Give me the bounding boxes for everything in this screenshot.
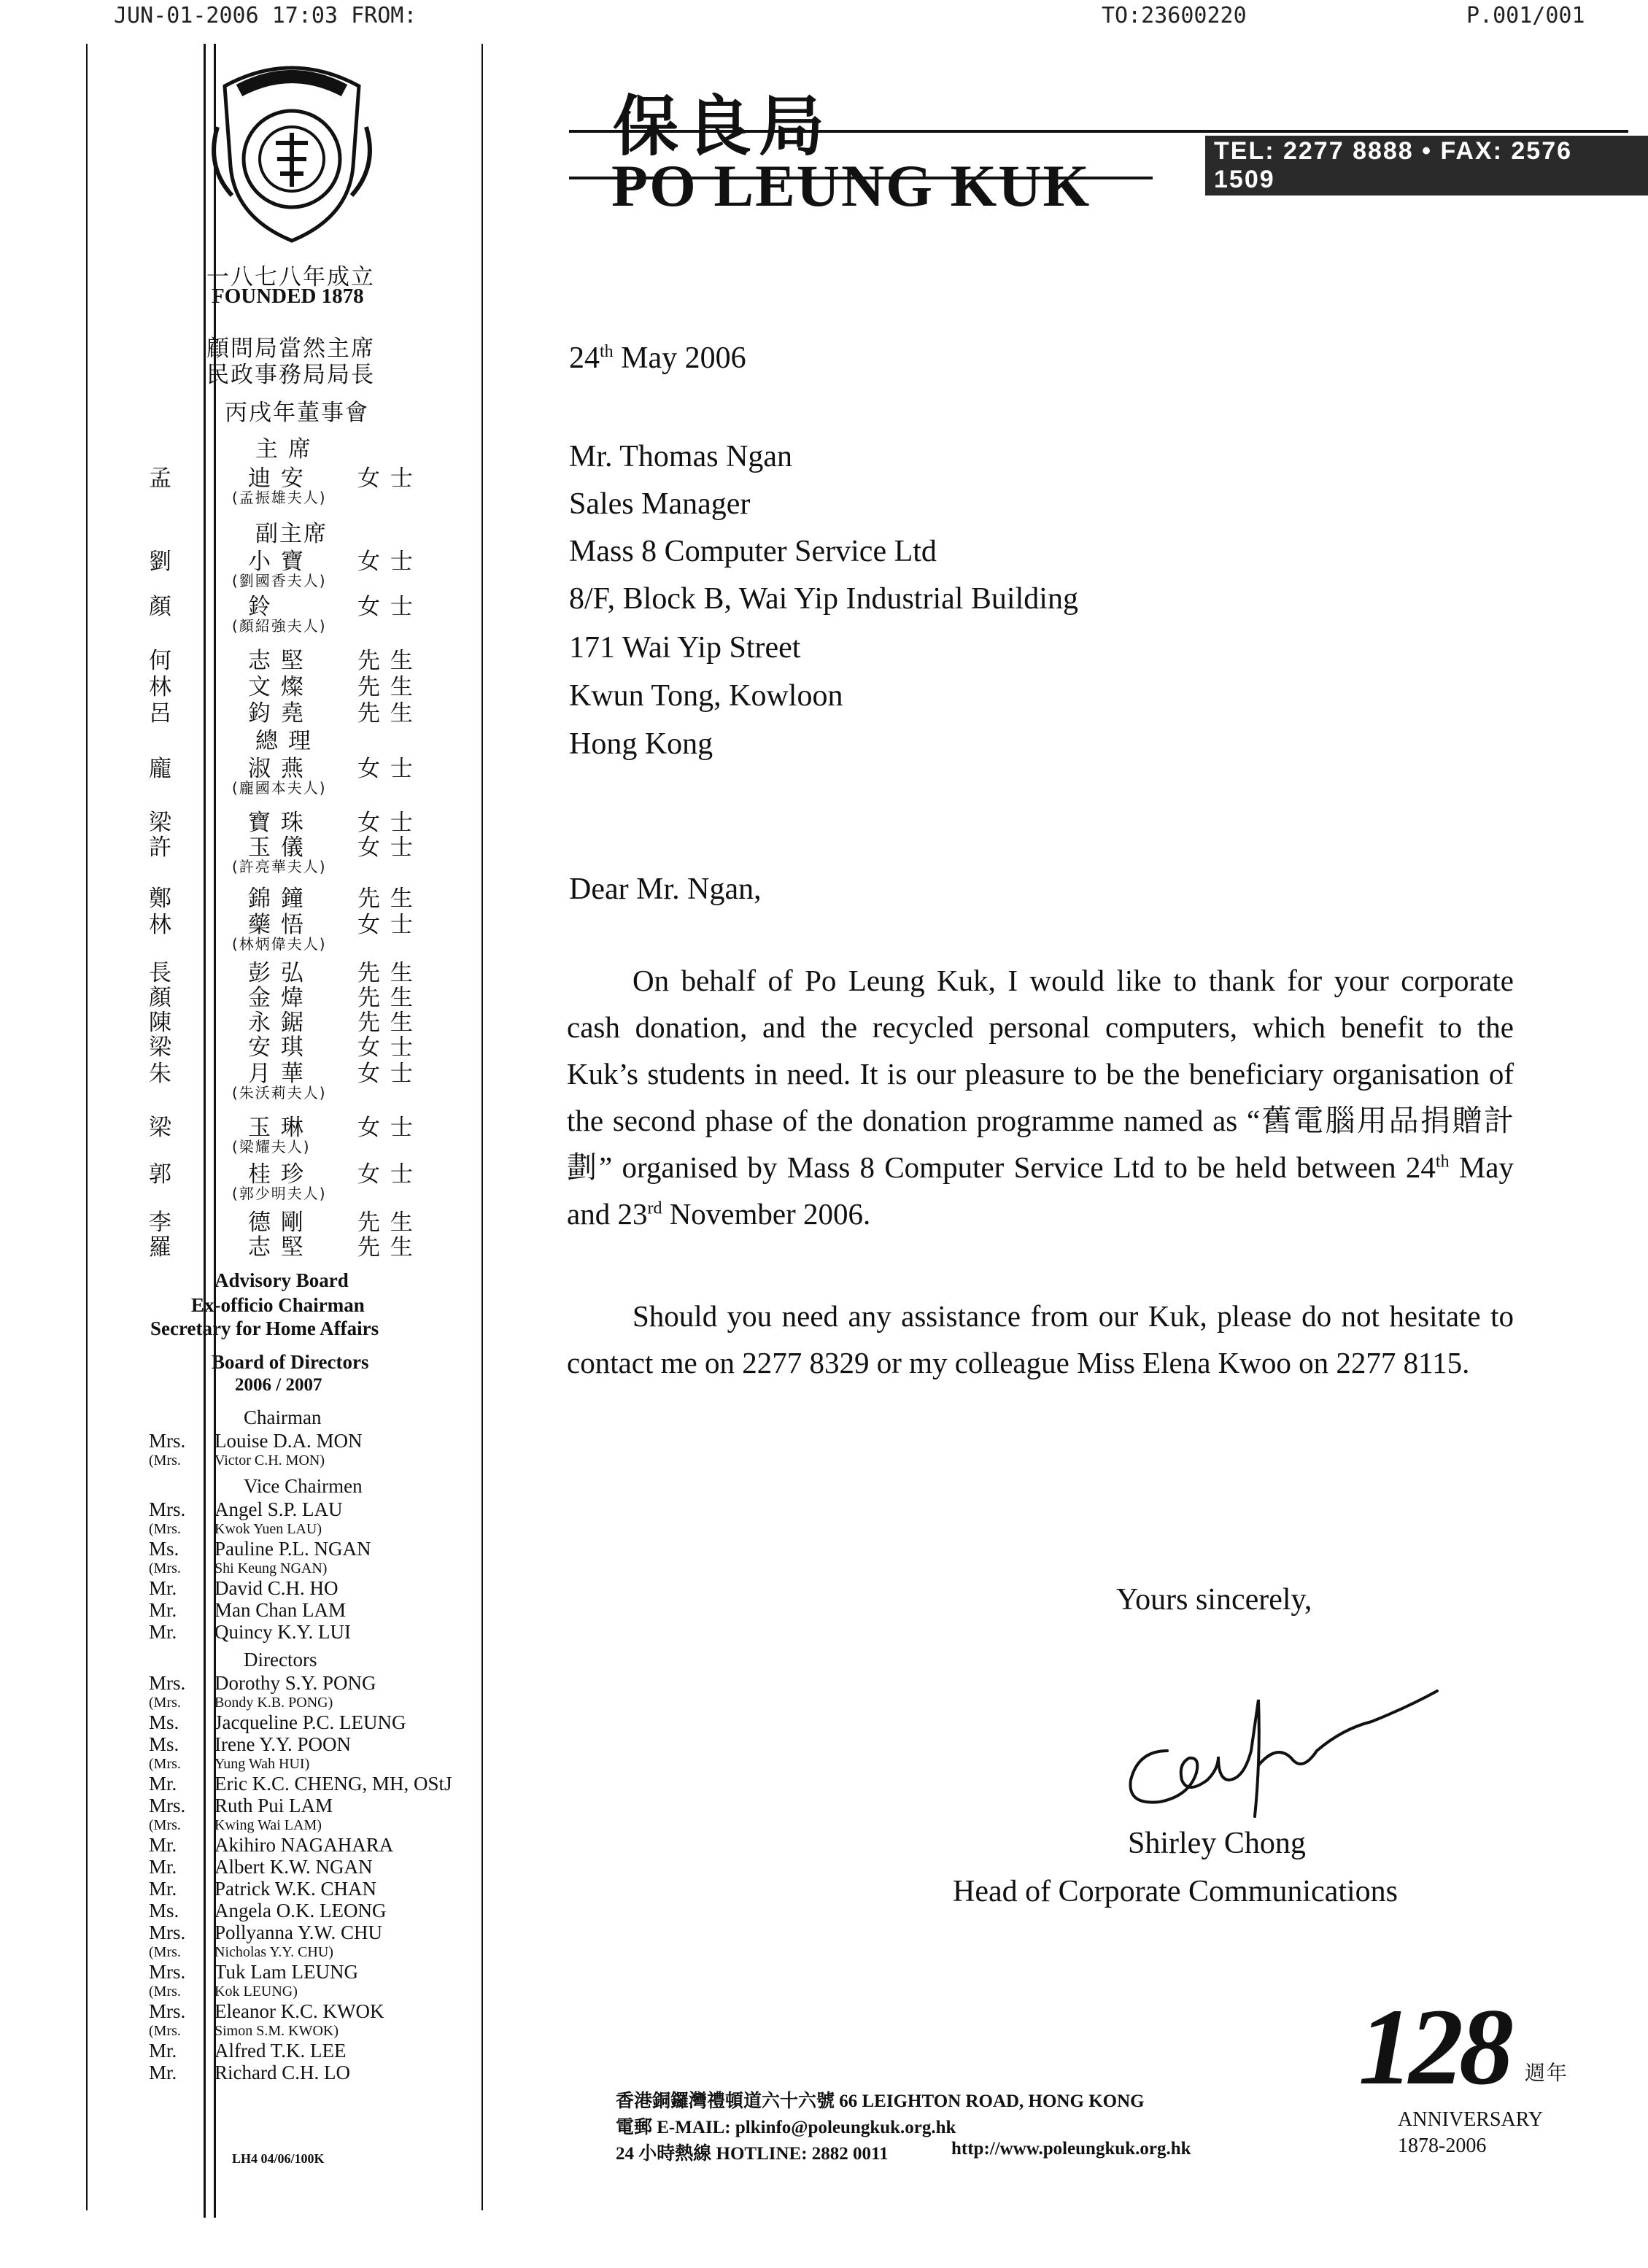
footer-website[interactable]: http://www.poleungkuk.org.hk	[951, 2139, 1191, 2159]
cn-director-name: 鈴	[248, 594, 272, 620]
ex-officio-secretary: Secretary for Home Affairs	[150, 1317, 379, 1339]
cn-director-name: 藥 悟	[248, 912, 305, 938]
cn-director-name: 玉 儀	[248, 835, 305, 861]
cn-director-name: 錦 鐘	[248, 886, 305, 912]
footer-hotline: 24 小時熱線 HOTLINE: 2882 0011	[616, 2144, 889, 2164]
en-member-name: Victor C.H. MON)	[214, 1452, 325, 1468]
en-member-name: Richard C.H. LO	[214, 2062, 350, 2083]
cn-director-surname: 長	[149, 960, 173, 986]
recipient-line: Hong Kong	[569, 727, 713, 761]
en-member-name: Man Chan LAM	[214, 1599, 346, 1621]
en-member-name: Shi Keung NGAN)	[214, 1560, 328, 1576]
en-member-name: Tuk Lam LEUNG	[214, 1961, 359, 1983]
signer-name: Shirley Chong	[1128, 1827, 1306, 1860]
cn-director-note: (朱沃莉夫人)	[232, 1084, 327, 1102]
footer-email: 電郵 E-MAIL: plkinfo@poleungkuk.org.hk	[616, 2118, 956, 2137]
en-member-prefix: (Mrs.	[149, 1521, 181, 1537]
anniversary-number: 128	[1358, 1986, 1509, 2108]
en-member-prefix: (Mrs.	[149, 1983, 181, 2000]
letterhead-contact-strip: TEL: 2277 8888 • FAX: 2576 1509	[1205, 136, 1648, 196]
en-member-prefix: Ms.	[149, 1711, 179, 1733]
en-member-prefix: Mrs.	[149, 1961, 186, 1983]
en-member-name: Albert K.W. NGAN	[214, 1856, 373, 1878]
cn-director-note: (顏紹強夫人)	[232, 617, 327, 635]
en-member-prefix: Mrs.	[149, 2000, 186, 2022]
cn-director-title: 女 士	[357, 1034, 414, 1061]
en-member-prefix: (Mrs.	[149, 1944, 181, 1960]
cn-director-name: 志 堅	[248, 648, 305, 674]
en-member-name: Louise D.A. MON	[214, 1430, 363, 1452]
en-member-prefix: Mr.	[149, 1878, 177, 1900]
body-paragraph-2: Should you need any assistance from our Kuk, please do not hesitate to contact me on 2277 8329 or my colleague Miss Elena Kwoo on 2277 8115.	[567, 1299, 1514, 1379]
en-member-name: Jacqueline P.C. LEUNG	[214, 1711, 406, 1733]
en-member-prefix: (Mrs.	[149, 2023, 181, 2039]
en-member-prefix: Ms.	[149, 1538, 179, 1560]
cn-director-title: 先 生	[357, 648, 414, 674]
cn-director-surname: 梁	[149, 1115, 173, 1141]
cn-director-surname: 陳	[149, 1010, 173, 1036]
en-member-name: Irene Y.Y. POON	[214, 1733, 351, 1755]
cn-director-note: (許亮華夫人)	[232, 858, 327, 875]
en-member-prefix: Mrs.	[149, 1430, 186, 1452]
advisor-cn-2: 民政事務局局長	[206, 362, 375, 388]
cn-director-title: 先 生	[357, 886, 414, 912]
cn-director-note: (劉國香夫人)	[232, 572, 327, 589]
cn-director-title: 先 生	[357, 960, 414, 986]
form-code: LH4 04/06/100K	[232, 2151, 325, 2166]
en-member-prefix: (Mrs.	[149, 1560, 181, 1576]
sidebar-divider-line	[204, 44, 206, 2218]
cn-director-name: 桂 珍	[248, 1161, 305, 1188]
cn-director-title: 女 士	[357, 835, 414, 861]
letter-date: 24th May 2006	[569, 341, 746, 375]
en-member-prefix: Mr.	[149, 1599, 177, 1621]
cn-director-title: 女 士	[357, 465, 414, 492]
signer-title: Head of Corporate Communications	[953, 1875, 1399, 1908]
en-member-name: Bondy K.B. PONG)	[214, 1695, 333, 1711]
role-vice-chairman-cn: 副主席	[255, 521, 328, 547]
board-year: 2006 / 2007	[235, 1375, 322, 1395]
en-member-prefix: (Mrs.	[149, 1452, 181, 1468]
cn-director-note: (林炳偉夫人)	[232, 935, 327, 953]
letterhead-chinese-name: 保良局	[613, 88, 832, 165]
en-member-prefix: Mrs.	[149, 1921, 186, 1943]
cn-director-surname: 梁	[149, 810, 173, 836]
body-paragraph-1: On behalf of Po Leung Kuk, I would like to thank for your corporate cash donation, and the recycled personal computers, which benefit to the Kuk’s students in need. It is our pleasure to be the beneficiary organisation of the second phase of the donation programme named as “舊電腦用品捐贈計劃” organised by Mass 8 Computer Service Ltd to be held between 24th May and 23rd November 2006.	[567, 964, 1514, 1231]
en-member-prefix: (Mrs.	[149, 1695, 181, 1711]
cn-director-name: 鈞 堯	[248, 700, 305, 727]
cn-director-surname: 李	[149, 1210, 173, 1236]
cn-director-name: 安 琪	[248, 1034, 305, 1061]
en-member-name: Kok LEUNG)	[214, 1983, 298, 2000]
en-member-name: Akihiro NAGAHARA	[214, 1834, 394, 1856]
cn-director-surname: 孟	[149, 465, 173, 492]
en-member-name: Angel S.P. LAU	[214, 1498, 343, 1520]
en-member-name: David C.H. HO	[214, 1577, 339, 1599]
en-member-prefix: Mr.	[149, 2062, 177, 2083]
cn-director-title: 先 生	[357, 1210, 414, 1236]
cn-director-title: 女 士	[357, 810, 414, 836]
en-member-prefix: Ms.	[149, 1733, 179, 1755]
cn-director-surname: 劉	[149, 549, 173, 575]
en-member-prefix: Mrs.	[149, 1672, 186, 1694]
cn-director-title: 先 生	[357, 985, 414, 1011]
cn-director-name: 志 堅	[248, 1234, 305, 1261]
cn-director-title: 先 生	[357, 700, 414, 727]
en-member-name: Ruth Pui LAM	[214, 1795, 333, 1816]
en-section-heading: Vice Chairmen	[244, 1475, 363, 1497]
cn-director-note: (郭少明夫人)	[232, 1185, 327, 1202]
cn-director-name: 彭 弘	[248, 960, 305, 986]
en-member-name: Dorothy S.Y. PONG	[214, 1672, 376, 1694]
board-cn: 丙戌年董事會	[225, 400, 369, 426]
cn-director-surname: 鄭	[149, 886, 173, 912]
cn-director-surname: 郭	[149, 1161, 173, 1188]
cn-director-name: 文 燦	[248, 674, 305, 700]
cn-director-surname: 龐	[149, 756, 173, 782]
board-of-directors-heading: Board of Directors	[212, 1351, 369, 1373]
cn-director-title: 女 士	[357, 912, 414, 938]
founded-en: FOUNDED 1878	[212, 285, 364, 308]
cn-director-title: 女 士	[357, 1161, 414, 1188]
en-section-heading: Chairman	[244, 1406, 322, 1428]
en-member-name: Simon S.M. KWOK)	[214, 2023, 339, 2039]
signature-icon	[1109, 1671, 1444, 1831]
cn-director-title: 女 士	[357, 1061, 414, 1087]
recipient-line: Mass 8 Computer Service Ltd	[569, 535, 937, 568]
cn-director-name: 淑 燕	[248, 756, 305, 782]
cn-director-title: 先 生	[357, 1010, 414, 1036]
cn-director-note: (龐國本夫人)	[232, 779, 327, 797]
cn-director-surname: 林	[149, 674, 173, 700]
cn-director-title: 先 生	[357, 1234, 414, 1261]
fax-header-page: P.001/001	[1466, 3, 1585, 28]
cn-director-note: (梁耀夫人)	[232, 1138, 311, 1156]
cn-director-name: 金 煒	[248, 985, 305, 1011]
sidebar-right-line	[481, 44, 483, 2210]
left-border-line	[86, 44, 88, 2210]
recipient-line: 8/F, Block B, Wai Yip Industrial Building	[569, 582, 1078, 616]
en-member-prefix: Mrs.	[149, 1795, 186, 1816]
cn-director-title: 女 士	[357, 594, 414, 620]
footer-address: 香港銅鑼灣禮頓道六十六號 66 LEIGHTON ROAD, HONG KONG	[616, 2091, 1145, 2111]
cn-director-surname: 呂	[149, 700, 173, 727]
ex-officio-chairman: Ex-officio Chairman	[191, 1294, 365, 1316]
en-member-name: Alfred T.K. LEE	[214, 2040, 347, 2062]
en-member-prefix: Mr.	[149, 1577, 177, 1599]
en-member-name: Quincy K.Y. LUI	[214, 1621, 351, 1643]
en-member-name: Kwok Yuen LAU)	[214, 1521, 322, 1537]
role-director-cn: 總 理	[255, 728, 312, 754]
cn-director-name: 迪 安	[248, 465, 305, 492]
en-member-name: Eleanor K.C. KWOK	[214, 2000, 384, 2022]
en-member-name: Patrick W.K. CHAN	[214, 1878, 376, 1900]
en-member-prefix: Mr.	[149, 1834, 177, 1856]
cn-director-title: 女 士	[357, 1115, 414, 1141]
cn-director-surname: 梁	[149, 1034, 173, 1061]
letterhead-english-name: PO LEUNG KUK	[611, 152, 1091, 219]
cn-director-name: 月 華	[248, 1061, 305, 1087]
en-member-prefix: Ms.	[149, 1900, 179, 1921]
po-leung-kuk-crest-icon	[210, 57, 374, 247]
cn-director-name: 永 鋸	[248, 1010, 305, 1036]
fax-header-recipient: TO:23600220	[1102, 3, 1247, 28]
recipient-line: Kwun Tong, Kowloon	[569, 679, 843, 713]
cn-director-name: 德 剛	[248, 1210, 305, 1236]
founded-cn: 一八七八年成立	[206, 264, 375, 290]
role-chairman-cn: 主 席	[255, 436, 312, 462]
en-member-prefix: Mr.	[149, 1856, 177, 1878]
cn-director-name: 寶 珠	[248, 810, 305, 836]
anniversary-years: 1878-2006	[1398, 2135, 1487, 2157]
en-member-prefix: (Mrs.	[149, 1756, 181, 1772]
cn-director-surname: 顏	[149, 594, 173, 620]
recipient-line: Mr. Thomas Ngan	[569, 440, 793, 473]
fax-header-left: JUN-01-2006 17:03 FROM:	[114, 3, 417, 28]
cn-director-name: 小 寶	[248, 549, 305, 575]
en-member-name: Nicholas Y.Y. CHU)	[214, 1944, 333, 1960]
en-member-name: Yung Wah HUI)	[214, 1756, 310, 1772]
cn-director-title: 女 士	[357, 549, 414, 575]
salutation: Dear Mr. Ngan,	[569, 872, 762, 906]
en-member-name: Kwing Wai LAM)	[214, 1817, 322, 1833]
en-member-name: Pollyanna Y.W. CHU	[214, 1921, 383, 1943]
en-member-prefix: Mrs.	[149, 1498, 186, 1520]
recipient-line: 171 Wai Yip Street	[569, 631, 801, 665]
anniversary-cn: 週年	[1525, 2061, 1569, 2085]
en-member-prefix: Mr.	[149, 1773, 177, 1795]
en-member-name: Angela O.K. LEONG	[214, 1900, 387, 1921]
en-member-name: Eric K.C. CHENG, MH, OStJ	[214, 1773, 452, 1795]
cn-director-surname: 羅	[149, 1234, 173, 1261]
cn-director-note: (孟振雄夫人)	[232, 489, 327, 506]
advisory-board-heading: Advisory Board	[214, 1269, 349, 1291]
closing: Yours sincerely,	[1116, 1583, 1312, 1617]
cn-director-name: 玉 琳	[248, 1115, 305, 1141]
cn-director-surname: 林	[149, 912, 173, 938]
cn-director-title: 先 生	[357, 674, 414, 700]
en-member-prefix: (Mrs.	[149, 1817, 181, 1833]
cn-director-surname: 朱	[149, 1061, 173, 1087]
cn-director-surname: 何	[149, 648, 173, 674]
en-member-name: Pauline P.L. NGAN	[214, 1538, 371, 1560]
cn-director-title: 女 士	[357, 756, 414, 782]
en-member-prefix: Mr.	[149, 2040, 177, 2062]
advisor-cn-1: 顧問局當然主席	[206, 336, 375, 362]
anniversary-label: ANNIVERSARY	[1398, 2108, 1544, 2131]
cn-director-surname: 許	[149, 835, 173, 861]
recipient-line: Sales Manager	[569, 487, 751, 521]
en-section-heading: Directors	[244, 1649, 317, 1671]
en-member-prefix: Mr.	[149, 1621, 177, 1643]
cn-director-surname: 顏	[149, 985, 173, 1011]
